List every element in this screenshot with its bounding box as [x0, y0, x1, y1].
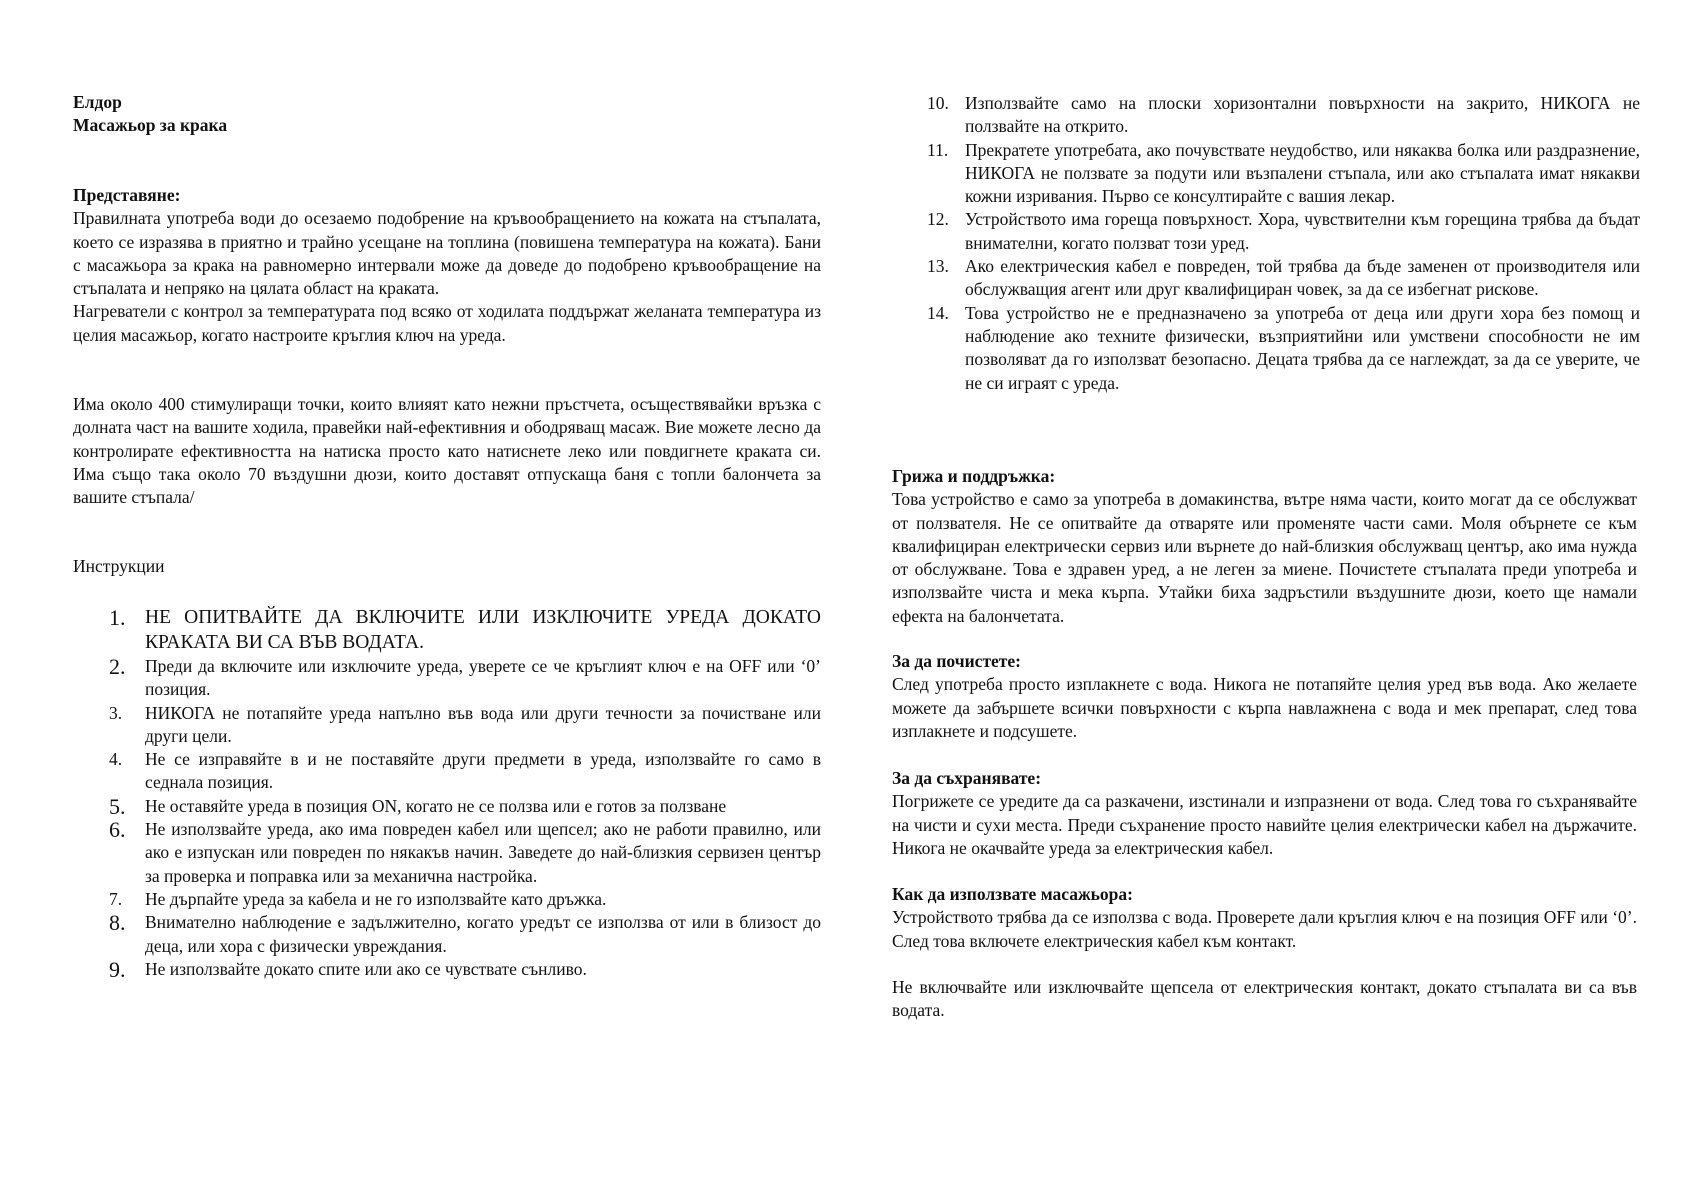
instruction-item [73, 795, 821, 818]
usage-section [892, 883, 1637, 953]
item-number: 1. [109, 605, 126, 630]
instruction-item [892, 208, 1640, 255]
care-text: Това устройство е само за употреба в домакинства, вътре няма части, които могат да се обслужват от ползвателя. Не се опитвайте да отваряте или променяте части сами. Моля обърнете се към квалифициран електрически сервиз или върнете до най-близкия обслужващ център, ако има нужда от обслужване. Това е здравен уред, а не леген за миене. Почистете стъпалата преди употреба и използвайте чиста и мека кърпа. Утайки биха задръстили въздушните дюзи, което ще намали ефекта на балончетата. [892, 489, 1637, 626]
usage-heading: Как да използвате масажьора: [892, 884, 1133, 904]
instruction-item [892, 302, 1640, 395]
item-text: Това устройство не е предназначено за употреба от деца или други хора без помощ и наблюдение ако техните физически, възприятийни или умствени способности не им позволяват да го използват безопасно. Децата трябва да се наглеждат, за да се уверите, че не си играят с уреда. [965, 302, 1640, 393]
item-text: НИКОГА не потапяйте уреда напълно във вода или други течности за почистване или други цели. [145, 702, 821, 746]
item-number: 13. [927, 256, 949, 277]
item-number: 11. [927, 139, 949, 160]
intro-paragraph-3: Има около 400 стимулиращи точки, които влияят като нежни пръстчета, осъществявайки връзка с долната част на вашите ходила, правейки най-ефективния и ободряващ масаж. Вие можете лесно да контролирате ефективността на натиска просто като натиснете леко или повдигнете краката си. Има също така около 70 въздушни дюзи, които доставят отпускаща баня с топли балончета за вашите стъпала/ [73, 394, 821, 508]
usage-text: Устройството трябва да се използва с вода. Проверете дали кръглия ключ е на позиция OFF или ‘0’. След това включете електрическия кабел към контакт. [892, 907, 1637, 951]
item-text: Не оставяйте уреда в позиция ON, когато не се ползва или е готов за ползване [145, 795, 727, 816]
item-text: Не използвайте докато спите или ако се чувствате сънливо. [145, 958, 587, 979]
cleaning-section [892, 650, 1637, 743]
intro-paragraph-1: Правилната употреба води до осезаемо подобрение на кръвообращението на кожата на стъпалата, което се изразява в приятно и трайно усещане на топлина (повишена температура на кожата). Бани с масажьора за крака на равномерно интервали може да доведе до подобрено кръвообращение на стъпалата и непряко на цялата област на краката. [73, 208, 821, 299]
item-text: Не използвайте уреда, ако има повреден кабел или щепсел; ако не работи правилно, или ако е изпускан или повреден по някакъв начин. Заведете до най-близкия сервизен център за проверка и поправка или за механична настройка. [145, 819, 821, 886]
instruction-item [892, 139, 1640, 209]
item-number: 3. [109, 702, 123, 723]
intro-heading: Представяне: [73, 185, 181, 205]
instructions-list-left [73, 605, 821, 981]
item-number: 2. [109, 654, 126, 679]
intro-section [73, 184, 821, 347]
item-text: Не дърпайте уреда за кабела и не го използвайте като дръжка. [145, 888, 607, 909]
item-text: Внимателно наблюдение е задължително, когато уредът се използва от или в близост до деца, или хора с физически увреждания. [145, 912, 821, 956]
item-number: 10. [927, 93, 949, 113]
item-number: 7. [109, 888, 123, 909]
cleaning-text: След употреба просто изплакнете с вода. Никога не потапяйте целия уред във вода. Ако желаете можете да забършете всички повърхности с кърпа навлажнена с вода и мек препарат, след това изплакнете и подсушете. [892, 674, 1637, 741]
instruction-item [73, 702, 821, 749]
title-block [73, 91, 227, 138]
product-title: Масажьор за крака [73, 115, 228, 136]
item-text: Устройството има гореща повърхност. Хора, чувствителни към горещина трябва да бъдат внимателни, когато ползват този уред. [965, 209, 1640, 253]
item-number: 6. [109, 817, 126, 843]
item-number: 4. [109, 749, 123, 770]
instruction-item [73, 748, 821, 795]
cleaning-heading: За да почистете: [892, 651, 1021, 671]
intro-paragraph-2: Нагреватели с контрол за температурата под всяко от ходилата поддържат желаната температура из целия масажьор, когато настроите кръглия ключ на уреда. [73, 301, 821, 345]
item-text: Не се изправяйте в и не поставяйте други предмети в уреда, използвайте го само в седнала позиция. [145, 749, 821, 793]
storage-section [892, 767, 1637, 860]
brand-name: Елдор [73, 92, 122, 112]
instruction-item [73, 888, 821, 911]
item-number: 12. [927, 209, 949, 230]
instruction-item [73, 818, 821, 888]
instructions-list-right [892, 92, 1640, 395]
item-text: Използвайте само на плоски хоризонтални повърхности на закрито, НИКОГА не ползвайте на открито. [965, 93, 1640, 137]
instruction-item [73, 655, 821, 702]
item-text: НЕ ОПИТВАЙТЕ ДА ВКЛЮЧИТЕ ИЛИ ИЗКЛЮЧИТЕ УРЕДА ДОКАТО КРАКАТА ВИ СА ВЪВ ВОДАТА. [145, 607, 821, 653]
instruction-item [892, 255, 1640, 302]
item-text: Прекратете употребата, ако почувствате неудобство, или някаква болка или раздразнение, НИКОГА не ползвате за подути или възпалени стъпала, или ако стъпалата имат някакви кожни изривания. Първо се консултирайте с вашия лекар. [965, 139, 1640, 207]
care-section [892, 465, 1637, 628]
instruction-item [73, 605, 821, 655]
item-text: Ако електрическия кабел е повреден, той трябва да бъде заменен от производителя или обслужващия агент или друг квалифициран човек, за да се избегнат рискове. [965, 256, 1640, 300]
instruction-item [73, 911, 821, 958]
care-heading: Грижа и поддръжка: [892, 466, 1056, 486]
item-number: 14. [927, 302, 949, 323]
item-number: 5. [109, 793, 126, 819]
item-number: 9. [109, 956, 126, 982]
instructions-heading: Инструкции [73, 556, 165, 576]
storage-heading: За да съхранявате: [892, 768, 1042, 788]
usage-warning: Не включвайте или изключвайте щепсела от електрическия контакт, докато стъпалата ви са във водата. [892, 977, 1637, 1021]
instruction-item [73, 958, 821, 981]
item-number: 8. [109, 910, 126, 936]
item-text: Преди да включите или изключите уреда, уверете се че кръглият ключ е на OFF или ‘0’ позиция. [145, 656, 821, 700]
instruction-item [892, 92, 1640, 139]
storage-text: Погрижете се уредите да са разкачени, изстинали и изпразнени от вода. След това го съхранявайте на чисти и сухи места. Преди съхранение просто навийте целия електрически кабел на държачите. Никога не окачвайте уреда за електрическия кабел. [892, 791, 1637, 858]
